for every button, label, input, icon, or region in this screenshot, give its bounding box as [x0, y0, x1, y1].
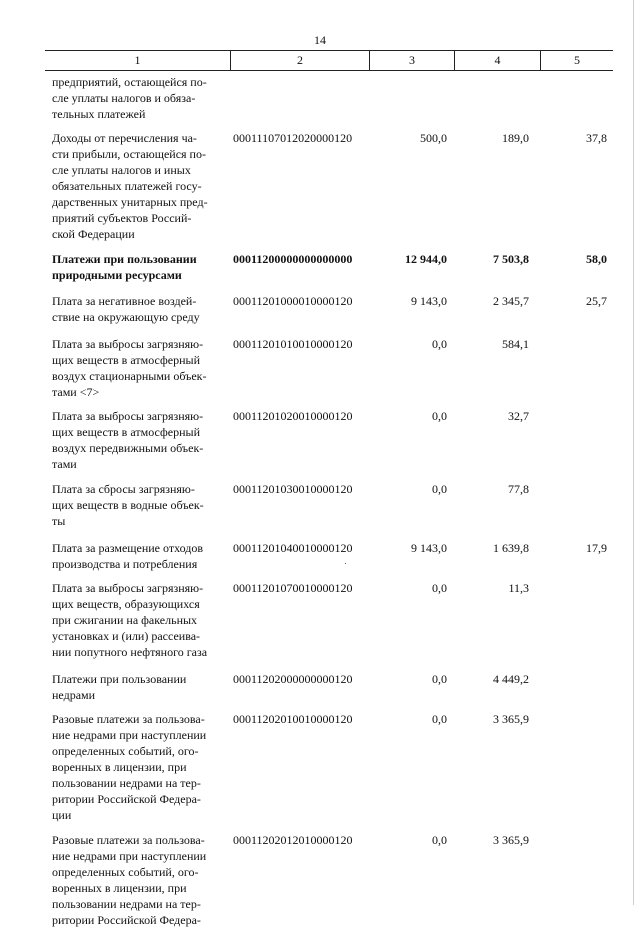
row-plan-value: 0,0 [432, 337, 447, 351]
row-name-line: щих веществ в водные объек- [52, 498, 204, 512]
row-name [52, 293, 224, 325]
row-name-line: пользовании недрами на тер- [52, 897, 201, 911]
row-name-line: при сжигании на факельных [52, 613, 198, 627]
row-plan-value: 12 944,0 [405, 252, 447, 266]
row-name-line: Доходы от перечисления ча- [52, 131, 197, 145]
row-name-line: недрами [52, 688, 96, 702]
table-row [0, 130, 640, 251]
row-percent: 37,8 [586, 131, 607, 145]
row-code: 00011200000000000000 [233, 252, 353, 266]
row-name-line: ции [52, 808, 72, 822]
table-row [0, 408, 640, 481]
row-name [52, 540, 224, 572]
row-plan-value: 0,0 [432, 672, 447, 686]
row-plan-value: 0,0 [432, 581, 447, 595]
row-name-line: тами <7> [52, 385, 100, 399]
row-name-line: воренных в лицензии, при [52, 881, 187, 895]
row-name-line: воздух передвижными объек- [52, 441, 204, 455]
table-row [0, 336, 640, 408]
row-percent: 17,9 [586, 541, 607, 555]
row-name-line: приятий субъектов Россий- [52, 211, 192, 225]
table-row [0, 293, 640, 336]
row-name-line: Разовые платежи за пользова- [52, 833, 205, 847]
row-name-line: Платежи при пользовании [52, 252, 197, 266]
row-name-line: сти прибыли, остающейся по- [52, 147, 206, 161]
row-code: 00011107012020000120 [233, 131, 353, 145]
row-name [52, 671, 224, 703]
table-row [0, 481, 640, 540]
row-code: 00011201020010000120 [233, 409, 353, 423]
row-name [52, 408, 224, 472]
table-row [0, 671, 640, 711]
table-body [0, 74, 640, 936]
row-code: 00011201040010000120 [233, 541, 353, 555]
row-actual-value: 3 365,9 [493, 712, 529, 726]
row-actual-value: 189,0 [502, 131, 529, 145]
row-name-line: сле уплаты налогов и иных [52, 163, 191, 177]
row-name [52, 832, 224, 928]
row-name-line: Разовые платежи за пользова- [52, 712, 205, 726]
row-percent: 58,0 [586, 252, 607, 266]
row-name [52, 336, 224, 400]
table-row [0, 251, 640, 293]
row-name-line: ствие на окружающую среду [52, 310, 200, 324]
page-number: 14 [314, 33, 326, 47]
table-header [45, 50, 613, 71]
row-name [52, 74, 224, 122]
table-row [0, 74, 640, 130]
table-row [0, 711, 640, 832]
row-name-line: ние недрами при наступлении [52, 849, 207, 863]
row-percent: 25,7 [586, 294, 607, 308]
row-name-line: Плата за выбросы загрязняю- [52, 581, 204, 595]
row-name-line: предприятий, остающейся по- [52, 75, 207, 89]
row-name [52, 251, 224, 283]
row-name-line: природными ресурсами [52, 268, 182, 282]
row-actual-value: 4 449,2 [493, 672, 529, 686]
row-name-line: ритории Российской Федера- [52, 792, 201, 806]
row-plan-value: 0,0 [432, 833, 447, 847]
row-name-line: щих веществ в атмосферный [52, 353, 200, 367]
row-name-line: ние недрами при наступлении [52, 728, 207, 742]
row-name-line: Плата за размещение отходов [52, 541, 204, 555]
row-code: 00011201070010000120 [233, 581, 353, 595]
row-name-line: Плата за сбросы загрязняю- [52, 482, 195, 496]
row-name-line: воздух стационарными объек- [52, 369, 207, 383]
header-col-2: 2 [297, 53, 303, 67]
row-name-line: Плата за выбросы загрязняю- [52, 409, 204, 423]
row-code: 00011201030010000120 [233, 482, 353, 496]
row-name-line: тельных платежей [52, 107, 146, 121]
row-name [52, 580, 224, 660]
row-code: 00011202010010000120 [233, 712, 353, 726]
row-name [52, 481, 224, 529]
row-name-line: пользовании недрами на тер- [52, 776, 201, 790]
row-name-line: нии попутного нефтяного газа [52, 645, 208, 659]
row-code: 00011201000010000120 [233, 294, 353, 308]
row-actual-value: 584,1 [502, 337, 529, 351]
row-name-line: ты [52, 514, 66, 528]
page-edge [633, 0, 634, 905]
row-name-line: определенных событий, ого- [52, 865, 199, 879]
row-name-line: обязательных платежей госу- [52, 179, 202, 193]
row-name-line: Плата за выбросы загрязняю- [52, 337, 204, 351]
row-name-line: сле уплаты налогов и обяза- [52, 91, 196, 105]
row-plan-value: 9 143,0 [411, 294, 447, 308]
scan-speck [345, 563, 346, 564]
row-actual-value: 77,8 [508, 482, 529, 496]
row-name-line: ской Федерации [52, 227, 135, 241]
row-actual-value: 11,3 [508, 581, 529, 595]
row-name-line: Плата за негативное воздей- [52, 294, 197, 308]
row-code: 00011202000000000120 [233, 672, 353, 686]
row-plan-value: 0,0 [432, 409, 447, 423]
header-col-1: 1 [134, 53, 141, 67]
row-actual-value: 1 639,8 [493, 541, 529, 555]
header-col-5: 5 [574, 53, 580, 67]
row-name-line: Платежи при пользовании [52, 672, 187, 686]
row-name [52, 130, 224, 242]
row-plan-value: 500,0 [420, 131, 447, 145]
row-name-line: щих веществ, образующихся [52, 597, 200, 611]
row-name-line: ритории Российской Федера- [52, 913, 201, 927]
row-name [52, 711, 224, 823]
row-actual-value: 3 365,9 [493, 833, 529, 847]
row-plan-value: 0,0 [432, 712, 447, 726]
row-actual-value: 7 503,8 [493, 252, 529, 266]
header-col-3: 3 [409, 53, 415, 67]
row-name-line: тами [52, 457, 77, 471]
row-name-line: производства и потребления [52, 557, 198, 571]
row-code: 00011202012010000120 [233, 833, 353, 847]
row-actual-value: 2 345,7 [493, 294, 529, 308]
header-col-4: 4 [494, 53, 501, 67]
table-row [0, 832, 640, 936]
row-name-line: щих веществ в атмосферный [52, 425, 200, 439]
row-name-line: воренных в лицензии, при [52, 760, 187, 774]
row-name-line: определенных событий, ого- [52, 744, 199, 758]
table-row [0, 540, 640, 580]
table-row [0, 580, 640, 671]
row-plan-value: 0,0 [432, 482, 447, 496]
row-actual-value: 32,7 [508, 409, 529, 423]
row-plan-value: 9 143,0 [411, 541, 447, 555]
row-name-line: установках и (или) рассеива- [52, 629, 201, 643]
row-name-line: дарственных унитарных пред- [52, 195, 208, 209]
row-code: 00011201010010000120 [233, 337, 353, 351]
